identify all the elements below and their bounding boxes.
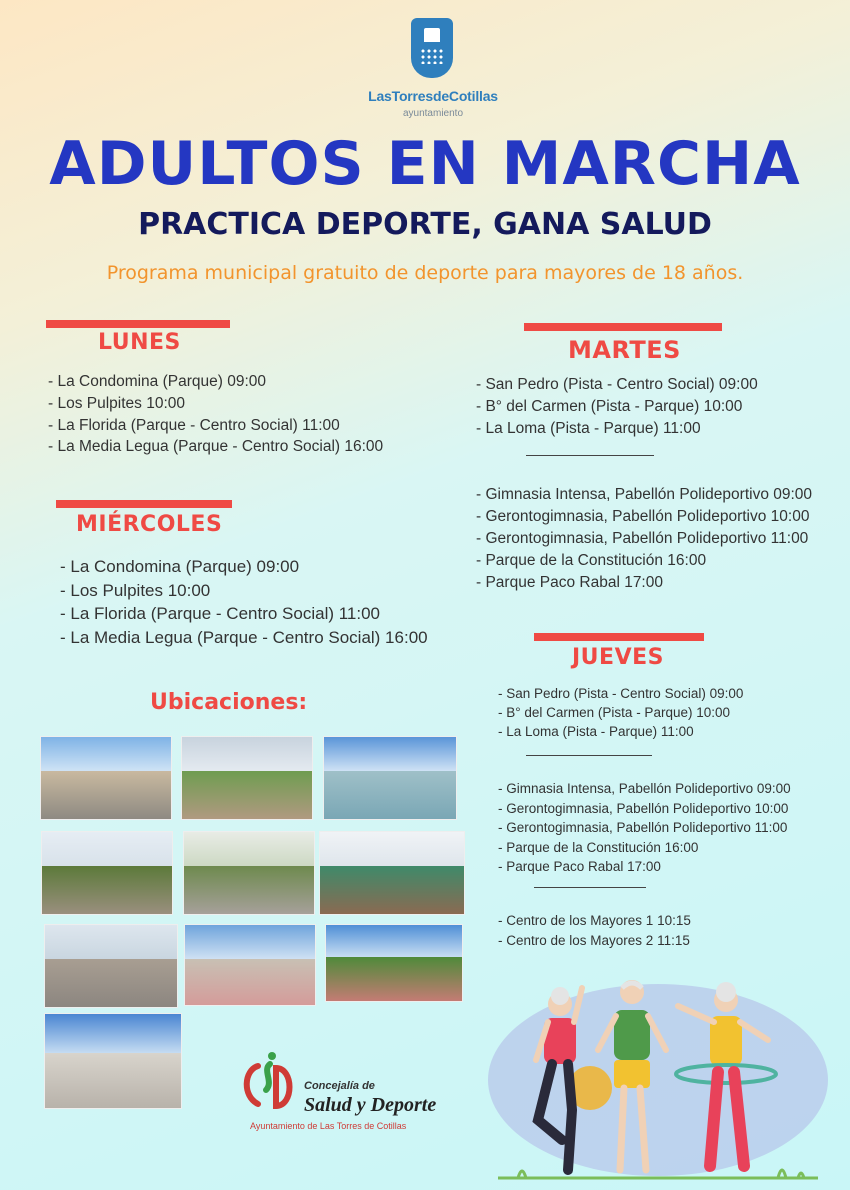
- list-item: - La Florida (Parque - Centro Social) 11:00: [60, 604, 381, 624]
- list-item: - Gimnasia Intensa, Pabellón Polideportivo 09:00: [476, 486, 813, 503]
- logo-subtitle: ayuntamiento: [402, 108, 464, 119]
- list-item: - La Florida (Parque - Centro Social) 11:00: [48, 416, 340, 434]
- list-item: - La Loma (Pista - Parque) 11:00: [498, 724, 694, 739]
- jueves-list-a: [498, 684, 743, 741]
- martes-list-a: [476, 374, 758, 440]
- location-photo: [184, 924, 316, 1006]
- list-item: - Los Pulpites 10:00: [60, 580, 211, 600]
- lunes-list: [48, 371, 383, 458]
- location-photo: [181, 736, 313, 820]
- martes-list-b: [476, 484, 812, 594]
- list-item: - B° del Carmen (Pista - Parque) 10:00: [498, 705, 730, 720]
- seniors-exercising-illustration: [478, 960, 838, 1182]
- jueves-heading: JUEVES: [572, 645, 664, 670]
- jueves-divider-2: [534, 887, 646, 888]
- list-item: - Centro de los Mayores 2 11:15: [498, 932, 690, 948]
- jueves-list-b: [498, 779, 791, 877]
- list-item: - Los Pulpites 10:00: [48, 394, 186, 412]
- list-item: - Parque de la Constitución 16:00: [498, 839, 699, 855]
- location-photo: [325, 924, 463, 1002]
- martes-bar: [524, 323, 722, 331]
- list-item: - La Media Legua (Parque - Centro Social) 16:00: [60, 628, 428, 648]
- concejalia-small-text: Concejalía de: [304, 1080, 375, 1092]
- list-item: - Gerontogimnasia, Pabellón Polideportivo 11:00: [476, 530, 809, 547]
- miercoles-heading: MIÉRCOLES: [76, 512, 223, 537]
- ubicaciones-heading: Ubicaciones:: [150, 690, 308, 715]
- municipal-shield-icon: [411, 18, 453, 78]
- concejalia-footer: Ayuntamiento de Las Torres de Cotillas: [250, 1121, 407, 1131]
- miercoles-list: [60, 555, 428, 650]
- miercoles-bar: [56, 500, 232, 508]
- location-photo: [40, 736, 172, 820]
- location-photo: [183, 831, 315, 915]
- main-title: ADULTOS EN MARCHA: [49, 129, 801, 199]
- logo-name: LasTorresdeCotillas: [368, 88, 498, 104]
- location-photo: [41, 831, 173, 915]
- list-item: - Gimnasia Intensa, Pabellón Polideportivo 09:00: [498, 781, 791, 796]
- location-photo: [44, 924, 178, 1008]
- list-item: - Gerontogimnasia, Pabellón Polideportivo 10:00: [476, 508, 810, 525]
- intro-text: Programa municipal gratuito de deporte para mayores de 18 años.: [106, 262, 744, 284]
- list-item: - La Media Legua (Parque - Centro Social) 16:00: [48, 438, 384, 456]
- list-item: - San Pedro (Pista - Centro Social) 09:00: [498, 686, 744, 701]
- list-item: - La Loma (Pista - Parque) 11:00: [476, 420, 701, 437]
- location-photo: [323, 736, 457, 820]
- list-item: - Parque Paco Rabal 17:00: [476, 574, 663, 591]
- jueves-divider-1: [526, 755, 652, 756]
- list-item: - Gerontogimnasia, Pabellón Polideportivo 10:00: [498, 800, 789, 816]
- list-item: - Centro de los Mayores 1 10:15: [498, 913, 691, 928]
- list-item: - B° del Carmen (Pista - Parque) 10:00: [476, 398, 743, 415]
- jueves-bar: [534, 633, 704, 641]
- list-item: - La Condomina (Parque) 09:00: [48, 373, 266, 390]
- martes-divider: [526, 455, 654, 456]
- list-item: - Parque Paco Rabal 17:00: [498, 859, 661, 874]
- list-item: - Gerontogimnasia, Pabellón Polideportivo 11:00: [498, 820, 788, 835]
- sub-title: PRACTICA DEPORTE, GANA SALUD: [138, 207, 712, 242]
- list-item: - La Condomina (Parque) 09:00: [60, 557, 300, 576]
- list-item: - San Pedro (Pista - Centro Social) 09:00: [476, 376, 758, 393]
- lunes-heading: LUNES: [98, 330, 181, 355]
- martes-heading: MARTES: [568, 336, 681, 364]
- location-photo: [319, 831, 465, 915]
- lunes-bar: [46, 320, 230, 328]
- list-item: - Parque de la Constitución 16:00: [476, 552, 707, 569]
- concejalia-logo-icon: [240, 1048, 296, 1118]
- jueves-list-c: [498, 911, 691, 950]
- concejalia-name: Salud y Deporte: [304, 1094, 437, 1116]
- location-photo: [44, 1013, 182, 1109]
